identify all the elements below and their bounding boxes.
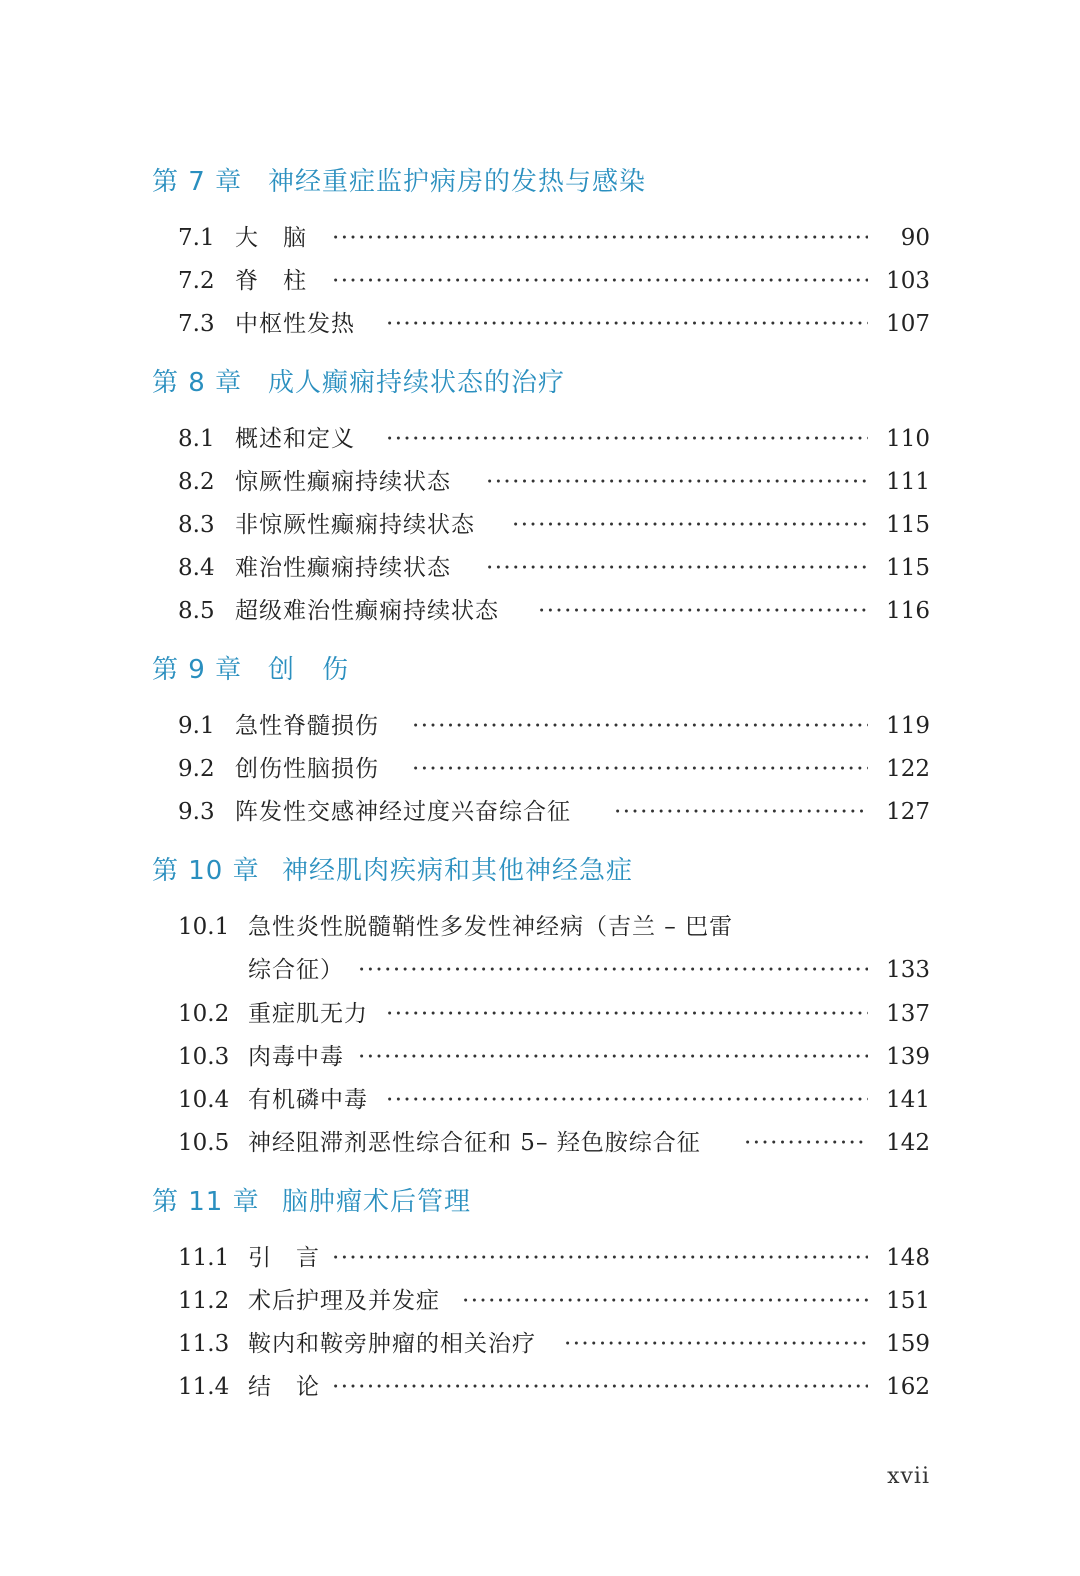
toc-entry[interactable] [178,264,930,298]
section-number: 11.1 [178,1245,230,1271]
section-number: 10.2 [178,1001,230,1027]
section-number: 7.2 [178,268,215,294]
page-number: 122 [886,756,930,782]
dot-leader [358,1040,868,1074]
page-number: 159 [886,1331,930,1357]
dot-leader [386,1083,868,1117]
page-number: 137 [886,1001,930,1027]
toc-entry[interactable] [178,1083,930,1117]
section-title: 脊 柱 [235,268,307,294]
toc-entry[interactable] [178,1241,930,1275]
chapter-number: 第 9 章 [152,655,243,685]
chapter-number: 第 10 章 [152,856,260,886]
dot-leader [358,953,868,987]
section-title: 阵发性交感神经过度兴奋综合征 [235,799,571,825]
section-title: 急性炎性脱髓鞘性多发性神经病（吉兰 – 巴雷 [248,914,734,940]
section-number: 9.1 [178,713,215,739]
dot-leader [332,221,868,255]
chapter-heading [152,164,646,200]
section-title-continued: 综合征） [248,957,344,983]
section-title: 概述和定义 [235,426,355,452]
toc-entry[interactable] [178,1370,930,1404]
chapter-title: 神经重症监护病房的发热与感染 [268,167,647,197]
toc-entry[interactable] [178,307,930,341]
toc-entry[interactable] [178,910,930,944]
section-number: 8.2 [178,469,215,495]
toc-entry[interactable] [178,422,930,456]
toc-entry[interactable] [178,508,930,542]
page-number: 148 [886,1245,930,1271]
chapter-title: 脑肿瘤术后管理 [282,1187,472,1217]
toc-entry[interactable] [178,1040,930,1074]
page-number: 127 [886,799,930,825]
toc-entry[interactable] [178,1327,930,1361]
section-title: 创伤性脑损伤 [235,756,379,782]
section-number: 11.3 [178,1331,230,1357]
dot-leader [386,307,868,341]
page-number: 141 [886,1087,930,1113]
toc-entry[interactable] [178,1126,930,1160]
section-title: 难治性癫痫持续状态 [235,555,451,581]
toc-entry[interactable] [178,1284,930,1318]
section-title: 超级难治性癫痫持续状态 [235,598,499,624]
toc-entry[interactable] [178,551,930,585]
dot-leader [332,264,868,298]
dot-leader [332,1241,868,1275]
section-number: 11.4 [178,1374,230,1400]
section-title: 神经阻滞剂恶性综合征和 5– 羟色胺综合征 [248,1130,701,1156]
chapter-title: 神经肌肉疾病和其他神经急症 [282,856,634,886]
chapter-heading [152,652,349,688]
section-number: 8.3 [178,512,215,538]
toc-entry[interactable] [178,752,930,786]
toc-entry[interactable] [178,221,930,255]
dot-leader [744,1126,868,1160]
page-folio: xvii [887,1464,930,1489]
page-number: 115 [886,512,930,538]
dot-leader [462,1284,868,1318]
chapter-heading [152,853,633,889]
section-title: 术后护理及并发症 [248,1288,440,1314]
chapter-heading [152,1184,471,1220]
dot-leader [332,1370,868,1404]
dot-leader [486,551,868,585]
toc-entry[interactable] [178,997,930,1031]
page-number: 162 [886,1374,930,1400]
chapter-number: 第 7 章 [152,167,243,197]
dot-leader [386,422,868,456]
dot-leader [412,709,868,743]
page-number: 103 [886,268,930,294]
toc-entry-continued[interactable] [178,953,930,987]
dot-leader [512,508,868,542]
page-number: 115 [886,555,930,581]
section-number: 9.2 [178,756,215,782]
dot-leader [614,795,868,829]
dot-leader [486,465,868,499]
page-number: 111 [886,469,930,495]
toc-entry[interactable] [178,594,930,628]
section-title: 中枢性发热 [235,311,355,337]
section-title: 惊厥性癫痫持续状态 [235,469,451,495]
toc-entry[interactable] [178,465,930,499]
dot-leader [412,752,868,786]
section-title: 有机磷中毒 [248,1087,368,1113]
section-title: 肉毒中毒 [248,1044,344,1070]
section-number: 10.1 [178,914,230,940]
dot-leader [564,1327,868,1361]
section-number: 8.4 [178,555,215,581]
section-number: 8.5 [178,598,215,624]
section-number: 10.5 [178,1130,230,1156]
page-number: 107 [886,311,930,337]
page-number: 133 [886,957,930,983]
section-number: 8.1 [178,426,215,452]
toc-entry[interactable] [178,795,930,829]
page-number: 119 [886,713,930,739]
dot-leader [538,594,868,628]
section-title: 重症肌无力 [248,1001,368,1027]
dot-leader [386,997,868,1031]
chapter-title: 创 伤 [268,655,350,685]
section-number: 7.1 [178,225,215,251]
toc-entry[interactable] [178,709,930,743]
section-number: 10.4 [178,1087,230,1113]
chapter-number: 第 8 章 [152,368,243,398]
section-title: 鞍内和鞍旁肿瘤的相关治疗 [248,1331,536,1357]
section-title: 大 脑 [235,225,307,251]
chapter-title: 成人癫痫持续状态的治疗 [268,368,566,398]
section-title: 非惊厥性癫痫持续状态 [235,512,475,538]
page-number: 139 [886,1044,930,1070]
section-title: 结 论 [248,1374,320,1400]
page-number: 142 [886,1130,930,1156]
section-number: 7.3 [178,311,215,337]
section-number: 10.3 [178,1044,230,1070]
section-title: 急性脊髓损伤 [235,713,379,739]
page-number: 151 [886,1288,930,1314]
chapter-heading [152,365,565,401]
section-number: 9.3 [178,799,215,825]
chapter-number: 第 11 章 [152,1187,260,1217]
page-number: 110 [886,426,930,452]
page-number: 116 [886,598,930,624]
section-title: 引 言 [248,1245,320,1271]
page-number: 90 [900,225,930,251]
section-number: 11.2 [178,1288,230,1314]
